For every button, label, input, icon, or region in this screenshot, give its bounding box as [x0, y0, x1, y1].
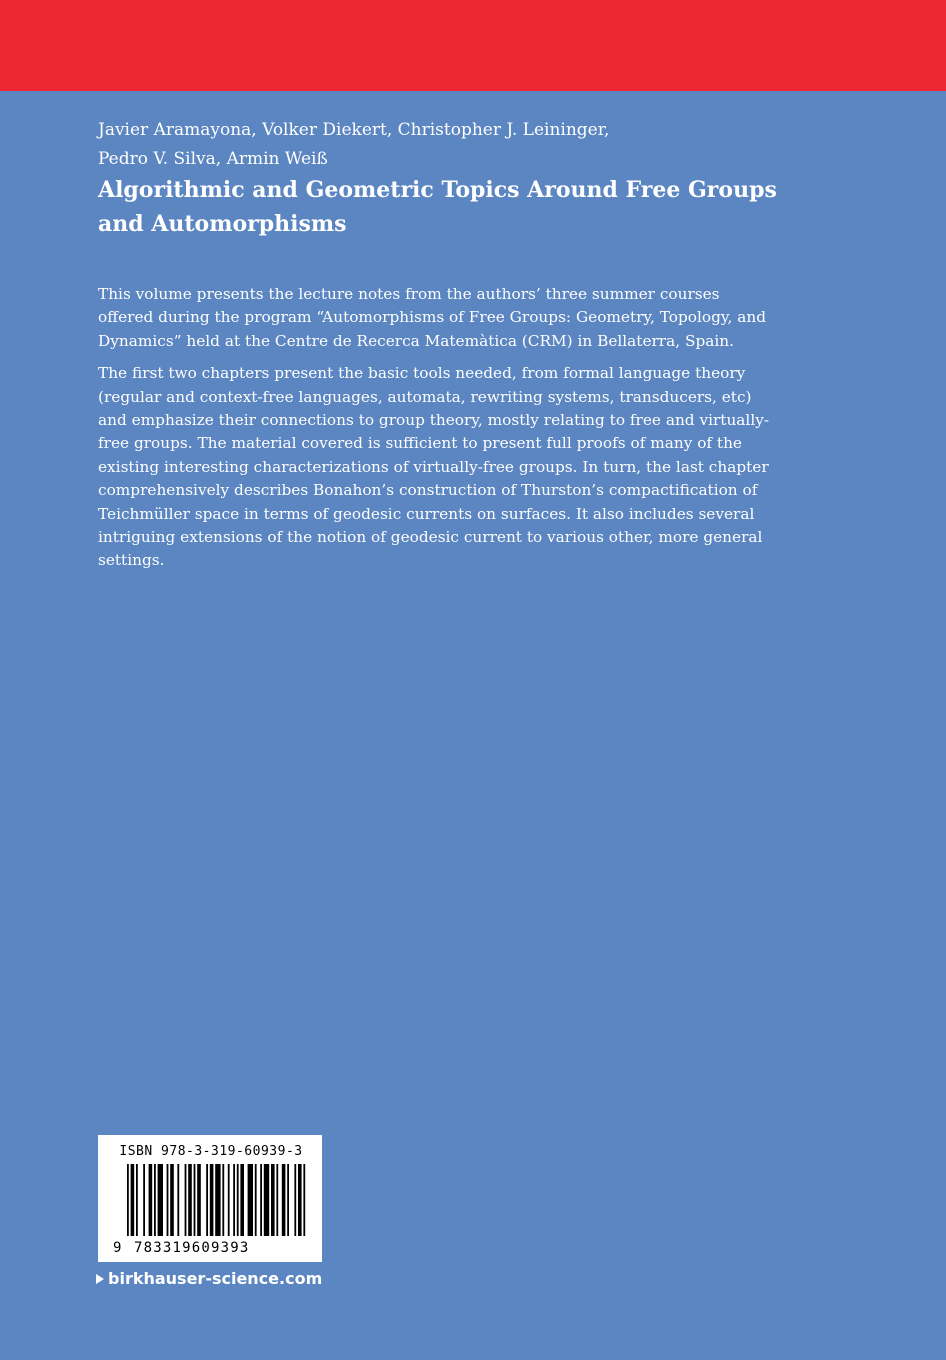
barcode-bar	[228, 1164, 230, 1236]
barcode-bar	[210, 1164, 214, 1236]
barcode-bar	[255, 1164, 257, 1236]
blurb-paragraph-1: This volume presents the lecture notes from the authors’ three summer courses offered during the program “Automorphisms of Free Groups: Geometry, Topology, and Dynamics” held at the Centre de Recerca Matemàtica (CRM) in Bellaterra, Spain.	[98, 285, 766, 350]
authors	[98, 116, 858, 174]
publisher-url: birkhauser-science.com	[108, 1269, 323, 1288]
barcode-bar	[260, 1164, 262, 1236]
blurb-paragraph-2: The first two chapters present the basic tools needed, from formal language theory (regular and context-free languages, automata, rewriting systems, transducers, etc) and emphasize their connections to group theory, mostly relating to free and virtually-free groups. The material covered is sufficient to present full proofs of many of the existing interesting characterizations of virtually-free groups. In turn, the last chapter comprehensively describes Bonahon’s construction of Thurston’s compactification of Teichmüller space in terms of geodesic currents on surfaces. It also includes several intriguing extensions of the notion of geodesic current to various other, more general settings.	[98, 364, 770, 570]
barcode-bar	[167, 1164, 169, 1236]
barcode-number: 783319609393	[134, 1240, 250, 1256]
barcode-bar	[264, 1164, 269, 1236]
barcode-bar	[197, 1164, 201, 1236]
barcode-bar	[206, 1164, 208, 1236]
barcode-bar	[158, 1164, 163, 1236]
publisher-link[interactable]	[96, 1268, 322, 1290]
barcode-bar	[143, 1164, 145, 1236]
barcode-bar	[215, 1164, 220, 1236]
barcode-bar	[233, 1164, 235, 1236]
isbn-barcode	[98, 1135, 322, 1262]
barcode-bar	[131, 1164, 135, 1236]
barcode-bar	[282, 1164, 286, 1236]
title-line-1: Algorithmic and Geometric Topics Around Free Groups	[98, 177, 777, 203]
isbn-label: ISBN 978-3-319-60939-3	[119, 1144, 303, 1159]
barcode-bar	[194, 1164, 196, 1236]
blurb	[98, 283, 770, 582]
title-line-2: and Automorphisms	[98, 211, 347, 237]
barcode-bar	[136, 1164, 138, 1236]
barcode-bar	[170, 1164, 174, 1236]
barcode-first-digit: 9	[113, 1240, 122, 1256]
barcode-bar	[294, 1164, 296, 1236]
barcode-bar	[177, 1164, 179, 1236]
barcode-bar	[287, 1164, 289, 1236]
barcode-bar	[222, 1164, 224, 1236]
barcode-bar	[127, 1164, 129, 1236]
barcode-bar	[154, 1164, 156, 1236]
authors-line-1: Javier Aramayona, Volker Diekert, Christopher J. Leininger,	[98, 120, 610, 140]
book-title	[98, 173, 858, 241]
barcode-bar	[240, 1164, 244, 1236]
barcode-bar	[237, 1164, 239, 1236]
barcode-bar	[149, 1164, 153, 1236]
barcode-bar	[185, 1164, 187, 1236]
barcode-bars	[127, 1164, 307, 1236]
arrow-right-icon	[96, 1274, 104, 1284]
authors-line-2: Pedro V. Silva, Armin Weiß	[98, 149, 328, 169]
barcode-bar	[248, 1164, 253, 1236]
barcode-bar	[271, 1164, 275, 1236]
barcode-bar	[303, 1164, 305, 1236]
barcode-bar	[276, 1164, 278, 1236]
red-top-band	[0, 0, 946, 91]
barcode-bar	[298, 1164, 302, 1236]
barcode-bar	[188, 1164, 192, 1236]
